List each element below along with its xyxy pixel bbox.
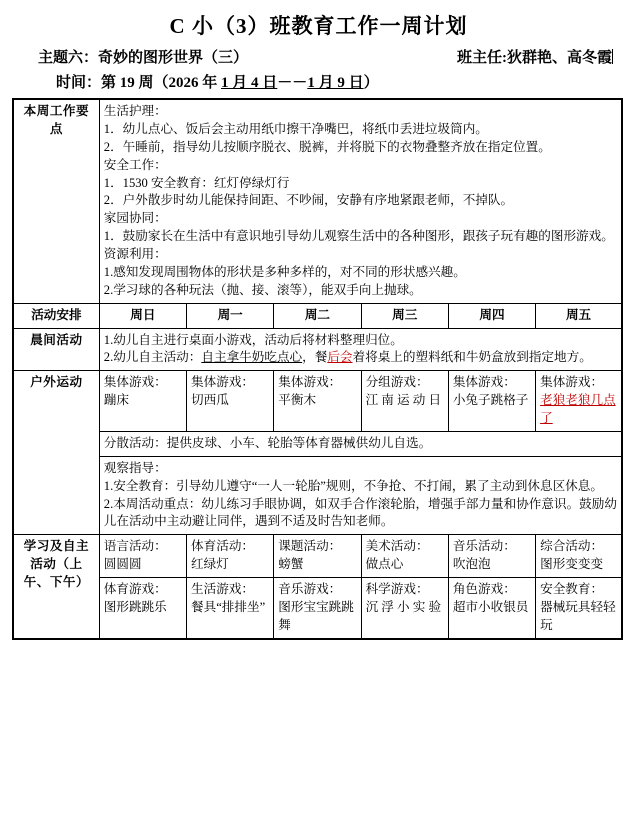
day-header-0: 周日: [99, 303, 186, 328]
outdoor-game-cell-2: [274, 371, 361, 432]
outdoor-game-value-0: 蹦床: [103, 393, 129, 408]
outdoor-game-cell-3: [361, 371, 448, 432]
date-end: 1 月 9 日: [307, 75, 364, 91]
study-cell-r2-1: [187, 578, 274, 639]
table-row-weekly-points: [13, 99, 622, 303]
weekly-points-line-2: 2．午睡前，指导幼儿按顺序脱衣、脱裤，并将脱下的衣物叠整齐放在指定位置。: [103, 139, 551, 154]
table-row-study-1: [13, 535, 622, 578]
date-separator: －－: [277, 75, 308, 91]
morning-line-0: 1.幼儿自主进行桌面小游戏，活动后将材料整理归位。: [103, 332, 403, 347]
study-value-r2-5: 器械玩具轻轻玩: [540, 599, 616, 632]
weekly-points-line-3: 安全工作：: [103, 157, 167, 172]
weekly-points-line-0: 生活护理：: [103, 104, 167, 118]
study-label-r2-0: 体育游戏：: [103, 582, 167, 596]
row-label-study: 学习及自主活动（上午、下午）: [13, 535, 99, 639]
outdoor-game-value-5: 老狼老狼几点了: [540, 393, 616, 425]
date-close-paren: ）: [363, 75, 379, 91]
study-label-r2-1: 生活游戏：: [191, 582, 254, 596]
study-label-r2-5: 安全教育：: [540, 582, 604, 596]
date-start: 1 月 4 日: [221, 75, 278, 91]
weekly-points-line-7: 1．鼓励家长在生活中有意识地引导幼儿观察生活中的各种图形，跟孩子玩有趣的图形游戏。: [103, 229, 614, 244]
date-line: [12, 71, 625, 92]
study-value-r2-2: 图形宝宝跳跳舞: [278, 599, 354, 632]
study-label-r2-2: 音乐游戏：: [278, 582, 342, 596]
outdoor-dispersed: 分散活动：提供皮球、小车、轮胎等体育器械供幼儿自选。: [99, 431, 622, 456]
study-value-r2-1: 餐具“排排坐”: [191, 599, 266, 614]
outdoor-guidance-title: 观察指导：: [103, 460, 167, 475]
morning-underline-text: 自主拿牛奶吃点心: [201, 350, 303, 365]
study-label-r1-4: 音乐活动：: [452, 539, 516, 554]
table-row-outdoor-guidance: [13, 456, 622, 535]
outdoor-guidance: [99, 456, 622, 535]
study-cell-r2-5: [536, 578, 622, 639]
outdoor-game-label-1: 集体游戏：: [191, 375, 254, 390]
outdoor-game-label-4: 集体游戏：: [452, 375, 516, 390]
weekly-points-line-1: 1．幼儿点心、饭后会主动用纸巾擦干净嘴巴，将纸巾丢进垃圾筒内。: [103, 121, 488, 136]
weekly-points-content: [99, 99, 622, 303]
table-row-schedule-header: [13, 303, 622, 328]
outdoor-game-value-4: 小兔子跳格子: [452, 393, 529, 408]
study-cell-r1-0: [99, 535, 186, 578]
weekly-points-line-5: 2．户外散步时幼儿能保持间距、不吵闹，安静有序地紧跟老师，不掉队。: [103, 193, 514, 208]
page-title: C 小（3）班教育工作一周计划: [169, 14, 468, 38]
theme-value: 奇妙的图形世界（三）: [98, 50, 249, 66]
teacher-label: 班主任:: [456, 50, 507, 66]
outdoor-game-cell-5: [536, 371, 622, 432]
table-row-outdoor-games: [13, 371, 622, 432]
weekly-plan-table: [12, 98, 623, 640]
study-cell-r2-4: [448, 578, 535, 639]
study-cell-r1-1: [187, 535, 274, 578]
text-caret: [612, 49, 613, 64]
row-label-weekly-points: 本周工作要点: [13, 99, 99, 303]
outdoor-game-cell-1: [187, 371, 274, 432]
outdoor-game-label-0: 集体游戏：: [103, 375, 167, 390]
table-row-outdoor-dispersed: [13, 431, 622, 456]
morning-content: [99, 328, 622, 371]
teacher-line: [457, 46, 619, 67]
weekly-points-line-10: 2.学习球的各种玩法（抛、接、滚等），能双手向上抛球。: [103, 282, 422, 297]
study-value-r1-1: 红绿灯: [191, 557, 229, 572]
weekly-points-line-8: 资源利用：: [103, 247, 167, 261]
study-cell-r2-2: [274, 578, 361, 639]
outdoor-game-cell-4: [448, 371, 535, 432]
study-label-r1-0: 语言活动：: [103, 539, 167, 554]
row-label-outdoor: 户外运动: [13, 371, 99, 535]
week-text: 第 19 周（2026 年: [101, 75, 218, 91]
outdoor-game-cell-0: [99, 371, 186, 432]
time-label: 时间：: [56, 75, 102, 91]
subheader-row: [12, 46, 625, 67]
study-cell-r2-3: [361, 578, 448, 639]
weekly-points-line-6: 家园协同：: [103, 211, 167, 226]
outdoor-game-label-2: 集体游戏：: [278, 375, 342, 390]
outdoor-guidance-line-1: 2.本周活动重点：幼儿练习手眼协调，如双手合作滚轮胎，增强手部力量和协作意识。鼓励幼儿在活动中主动避让同伴，遇到不适及时告知老师。: [103, 496, 617, 529]
study-value-r1-0: 圆圆圆: [103, 557, 142, 572]
study-value-r1-5: 图形变变变: [540, 557, 604, 572]
day-header-3: 周三: [361, 303, 448, 328]
study-cell-r1-3: [361, 535, 448, 578]
day-header-4: 周四: [448, 303, 535, 328]
row-label-schedule: 活动安排: [13, 303, 99, 328]
outdoor-game-value-2: 平衡木: [278, 393, 317, 408]
day-header-5: 周五: [536, 303, 622, 328]
study-label-r2-3: 科学游戏：: [365, 582, 429, 596]
study-value-r2-3: 沉 浮 小 实 验: [365, 599, 442, 614]
table-row-study-2: [13, 578, 622, 639]
row-label-morning: 晨间活动: [13, 328, 99, 371]
morning-red-text: 后会: [327, 350, 353, 365]
study-label-r1-3: 美术活动：: [365, 539, 429, 554]
study-label-r2-4: 角色游戏：: [452, 582, 516, 596]
theme-line: [38, 46, 248, 67]
day-header-1: 周一: [187, 303, 274, 328]
weekly-points-line-9: 1.感知发现周围物体的形状是多种多样的，对不同的形状感兴趣。: [103, 264, 466, 279]
outdoor-guidance-line-0: 1.安全教育：引导幼儿遵守“一人一轮胎”规则，不争抢、不打闹，累了主动到休息区休息。: [103, 478, 603, 493]
outdoor-game-value-1: 切西瓜: [191, 393, 229, 408]
outdoor-game-label-3: 分组游戏：: [365, 375, 429, 390]
study-cell-r1-4: [448, 535, 535, 578]
day-header-2: 周二: [274, 303, 361, 328]
study-label-r1-5: 综合活动：: [540, 539, 604, 554]
study-cell-r1-2: [274, 535, 361, 578]
morning-line-1: 2.幼儿自主活动：自主拿牛奶吃点心，餐后会着将桌上的塑料纸和牛奶盒放到指定地方。: [103, 350, 592, 365]
table-row-morning: [13, 328, 622, 371]
outdoor-game-value-3: 江 南 运 动 日: [365, 393, 442, 408]
study-value-r1-3: 做点心: [365, 557, 404, 572]
study-cell-r1-5: [536, 535, 622, 578]
study-cell-r2-0: [99, 578, 186, 639]
study-value-r1-2: 螃蟹: [278, 557, 304, 572]
weekly-points-line-4: 1．1530 安全教育：红灯停绿灯行: [103, 175, 290, 190]
study-value-r2-4: 超市小收银员: [452, 599, 529, 614]
outdoor-game-label-5: 集体游戏：: [540, 375, 604, 390]
theme-label: 主题六：: [38, 50, 99, 66]
teacher-value: 狄群艳、高冬霞: [506, 50, 612, 66]
study-label-r1-2: 课题活动：: [278, 539, 342, 554]
study-value-r2-0: 图形跳跳乐: [103, 599, 167, 614]
study-label-r1-1: 体育活动：: [191, 539, 254, 554]
study-value-r1-4: 吹泡泡: [452, 557, 491, 572]
